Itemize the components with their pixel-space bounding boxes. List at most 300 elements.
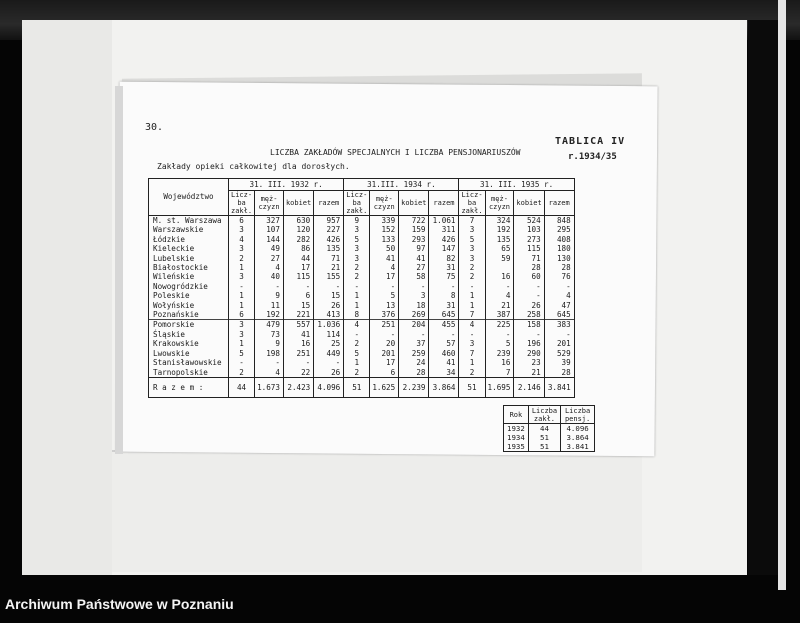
table-cell: -: [429, 282, 459, 291]
table-cell: 426: [429, 235, 459, 244]
row-wojewodztwo: Poznańskie: [149, 310, 229, 320]
table-cell: 3: [229, 244, 255, 253]
table-cell: 196: [514, 339, 544, 348]
header-period-1935: 31. III. 1935 r.: [459, 179, 574, 191]
table-cell: 26: [314, 368, 344, 378]
table-cell: 3: [344, 244, 370, 253]
table-cell: 645: [429, 310, 459, 320]
table-cell: 3: [459, 254, 485, 263]
table-cell: 3: [344, 225, 370, 234]
table-cell: 28: [544, 263, 574, 272]
table-cell: 180: [544, 244, 574, 253]
table-cell: -: [370, 282, 399, 291]
table-cell: 31: [429, 263, 459, 272]
table-cell: 49: [255, 244, 284, 253]
table-cell: 413: [314, 310, 344, 320]
table-cell: 34: [429, 368, 459, 378]
table-cell: 47: [544, 301, 574, 310]
table-cell: 1: [344, 358, 370, 367]
table-cell: 201: [544, 339, 574, 348]
row-wojewodztwo: Białostockie: [149, 263, 229, 272]
table-cell: 225: [485, 320, 514, 330]
total-cell: 2.423: [283, 377, 313, 397]
summary-row: [504, 433, 595, 442]
table-cell: 9: [255, 291, 284, 300]
table-cell: 529: [544, 349, 574, 358]
statistics-table: [148, 178, 575, 398]
table-row: [149, 235, 575, 244]
table-cell: 4: [370, 263, 399, 272]
table-cell: 1: [229, 301, 255, 310]
row-wojewodztwo: Lubelskie: [149, 254, 229, 263]
table-cell: 21: [314, 263, 344, 272]
table-cell: -: [255, 282, 284, 291]
table-cell: 408: [544, 235, 574, 244]
table-cell: 114: [314, 330, 344, 339]
table-cell: 848: [544, 216, 574, 226]
table-cell: 97: [399, 244, 429, 253]
table-cell: 479: [255, 320, 284, 330]
film-strip-right: [778, 0, 786, 590]
row-wojewodztwo: Poleskie: [149, 291, 229, 300]
table-cell: 5: [344, 235, 370, 244]
table-cell: 22: [283, 368, 313, 378]
table-cell: 130: [544, 254, 574, 263]
table-cell: -: [514, 282, 544, 291]
table-cell: 269: [399, 310, 429, 320]
summary-cell: 3.864: [561, 433, 595, 442]
table-row: [149, 339, 575, 348]
table-cell: 192: [485, 225, 514, 234]
table-cell: 58: [399, 272, 429, 281]
table-cell: 1: [229, 263, 255, 272]
table-cell: -: [485, 282, 514, 291]
table-cell: 5: [459, 235, 485, 244]
table-cell: 2: [344, 263, 370, 272]
table-cell: 41: [283, 330, 313, 339]
table-cell: 2: [229, 368, 255, 378]
table-cell: 16: [485, 272, 514, 281]
table-cell: 24: [399, 358, 429, 367]
table-cell: 17: [283, 263, 313, 272]
table-cell: -: [370, 330, 399, 339]
table-cell: 6: [229, 216, 255, 226]
table-cell: -: [283, 358, 313, 367]
film-edge-right: [748, 20, 778, 575]
subheader-mezczyzn-0: męż- czyzn: [255, 191, 284, 216]
table-cell: -: [485, 330, 514, 339]
table-cell: 221: [283, 310, 313, 320]
table-cell: 28: [514, 263, 544, 272]
table-row: [149, 301, 575, 310]
table-cell: 75: [429, 272, 459, 281]
total-cell: 4.096: [314, 377, 344, 397]
table-cell: -: [544, 330, 574, 339]
table-cell: 13: [370, 301, 399, 310]
subheader-liczba_zakl-2: Licz- ba zakł.: [459, 191, 485, 216]
table-cell: 9: [255, 339, 284, 348]
table-cell: -: [255, 358, 284, 367]
table-cell: 4: [255, 368, 284, 378]
table-cell: -: [544, 282, 574, 291]
summary-cell: 3.841: [561, 442, 595, 452]
table-row: [149, 349, 575, 358]
table-cell: -: [344, 282, 370, 291]
archive-caption: Archiwum Państwowe w Poznaniu: [5, 596, 234, 612]
row-wojewodztwo: Krakowskie: [149, 339, 229, 348]
table-row: [149, 291, 575, 300]
table-cell: 120: [283, 225, 313, 234]
table-cell: 3: [229, 330, 255, 339]
table-cell: 23: [514, 358, 544, 367]
summary-row: [504, 424, 595, 434]
table-cell: 159: [399, 225, 429, 234]
table-cell: 15: [283, 301, 313, 310]
table-cell: 27: [399, 263, 429, 272]
table-cell: 39: [544, 358, 574, 367]
summary-header-zakl: Liczba zakł.: [528, 406, 560, 424]
table-cell: 5: [485, 339, 514, 348]
table-cell: 3: [229, 272, 255, 281]
table-cell: 133: [370, 235, 399, 244]
table-cell: 722: [399, 216, 429, 226]
year-label: r.1934/35: [568, 152, 617, 162]
summary-cell: 51: [528, 433, 560, 442]
table-cell: 71: [314, 254, 344, 263]
table-row: [149, 310, 575, 320]
summary-header-row: [504, 406, 595, 424]
subheader-liczba_zakl-0: Licz- ba zakł.: [229, 191, 255, 216]
table-cell: -: [514, 330, 544, 339]
table-cell: 192: [255, 310, 284, 320]
table-cell: 251: [283, 349, 313, 358]
table-cell: 155: [314, 272, 344, 281]
row-wojewodztwo: Tarnopolskie: [149, 368, 229, 378]
table-row: [149, 225, 575, 234]
table-cell: -: [514, 291, 544, 300]
table-cell: 17: [370, 272, 399, 281]
table-cell: 6: [370, 368, 399, 378]
table-row: [149, 272, 575, 281]
row-wojewodztwo: Stanisławowskie: [149, 358, 229, 367]
paper-left-edge: [115, 86, 123, 454]
table-cell: 1.061: [429, 216, 459, 226]
summary-row: [504, 442, 595, 452]
total-cell: 44: [229, 377, 255, 397]
table-cell: 1: [459, 301, 485, 310]
table-cell: 144: [255, 235, 284, 244]
table-cell: 158: [514, 320, 544, 330]
row-wojewodztwo: Śląskie: [149, 330, 229, 339]
table-cell: 37: [399, 339, 429, 348]
subheader-kobiet-0: kobiet: [283, 191, 313, 216]
table-cell: 1: [459, 291, 485, 300]
table-cell: -: [429, 330, 459, 339]
row-wojewodztwo: M. st. Warszawa: [149, 216, 229, 226]
total-cell: 2.239: [399, 377, 429, 397]
total-row: [149, 377, 575, 397]
subheader-kobiet-2: kobiet: [514, 191, 544, 216]
table-cell: 295: [544, 225, 574, 234]
table-cell: 1.036: [314, 320, 344, 330]
table-cell: 383: [544, 320, 574, 330]
table-cell: 60: [514, 272, 544, 281]
header-period-1934: 31.III. 1934 r.: [344, 179, 459, 191]
table-row: [149, 368, 575, 378]
table-cell: -: [399, 330, 429, 339]
table-cell: 5: [229, 349, 255, 358]
table-cell: -: [459, 330, 485, 339]
table-header-row: [149, 179, 575, 191]
table-cell: 339: [370, 216, 399, 226]
table-cell: 20: [370, 339, 399, 348]
table-row: [149, 254, 575, 263]
table-cell: 3: [229, 225, 255, 234]
table-cell: 327: [255, 216, 284, 226]
table-cell: 8: [429, 291, 459, 300]
table-cell: 1: [229, 339, 255, 348]
table-cell: 3: [229, 320, 255, 330]
table-cell: 7: [459, 216, 485, 226]
table-cell: 426: [314, 235, 344, 244]
summary-table: [503, 405, 595, 452]
subheader-razem-1: razem: [429, 191, 459, 216]
table-cell: 7: [459, 310, 485, 320]
table-cell: -: [459, 282, 485, 291]
table-cell: 25: [314, 339, 344, 348]
table-cell: 28: [544, 368, 574, 378]
table-cell: 2: [344, 272, 370, 281]
table-cell: 251: [370, 320, 399, 330]
table-cell: 115: [283, 272, 313, 281]
mounting-board-left: [22, 20, 112, 575]
table-cell: 82: [429, 254, 459, 263]
table-cell: 17: [370, 358, 399, 367]
table-cell: -: [229, 358, 255, 367]
subheader-mezczyzn-2: męż- czyzn: [485, 191, 514, 216]
table-cell: 198: [255, 349, 284, 358]
table-row: [149, 320, 575, 330]
subheader-liczba_zakl-1: Licz- ba zakł.: [344, 191, 370, 216]
table-cell: 290: [514, 349, 544, 358]
total-cell: 51: [459, 377, 485, 397]
table-cell: 21: [485, 301, 514, 310]
total-cell: 1.695: [485, 377, 514, 397]
table-cell: 324: [485, 216, 514, 226]
summary-header-pensj: Liczba pensj.: [561, 406, 595, 424]
table-cell: 40: [255, 272, 284, 281]
table-cell: 21: [514, 368, 544, 378]
table-cell: 26: [314, 301, 344, 310]
table-cell: 16: [283, 339, 313, 348]
table-cell: 57: [429, 339, 459, 348]
table-cell: 16: [485, 358, 514, 367]
table-cell: 152: [370, 225, 399, 234]
total-cell: 2.146: [514, 377, 544, 397]
table-cell: 259: [399, 349, 429, 358]
subheader-razem-2: razem: [544, 191, 574, 216]
table-cell: 3: [459, 225, 485, 234]
table-cell: 4: [255, 263, 284, 272]
table-cell: 227: [314, 225, 344, 234]
table-cell: 4: [485, 291, 514, 300]
table-cell: 41: [370, 254, 399, 263]
table-cell: 6: [229, 310, 255, 320]
table-cell: 4: [229, 235, 255, 244]
table-cell: 41: [399, 254, 429, 263]
header-wojewodztwo: Województwo: [149, 179, 229, 216]
table-cell: -: [314, 282, 344, 291]
table-cell: 557: [283, 320, 313, 330]
table-cell: -: [399, 282, 429, 291]
summary-cell: 4.096: [561, 424, 595, 434]
table-cell: 76: [544, 272, 574, 281]
table-cell: 26: [514, 301, 544, 310]
table-cell: 5: [370, 291, 399, 300]
table-cell: 7: [485, 368, 514, 378]
table-cell: 31: [429, 301, 459, 310]
table-cell: 273: [514, 235, 544, 244]
table-cell: 50: [370, 244, 399, 253]
table-cell: 1: [229, 291, 255, 300]
summary-body: [504, 424, 595, 452]
total-label: R a z e m :: [149, 377, 229, 397]
table-cell: 71: [514, 254, 544, 263]
table-cell: 376: [370, 310, 399, 320]
table-cell: 258: [514, 310, 544, 320]
table-cell: 645: [544, 310, 574, 320]
page-number: 30.: [145, 122, 164, 133]
table-cell: [485, 263, 514, 272]
table-cell: 2: [459, 272, 485, 281]
table-cell: 4: [544, 291, 574, 300]
table-row: [149, 282, 575, 291]
table-row: [149, 330, 575, 339]
table-row: [149, 216, 575, 226]
table-cell: 2: [344, 339, 370, 348]
table-cell: 28: [399, 368, 429, 378]
table-cell: 18: [399, 301, 429, 310]
table-cell: 115: [514, 244, 544, 253]
row-wojewodztwo: Pomorskie: [149, 320, 229, 330]
table-cell: 9: [344, 216, 370, 226]
table-cell: 73: [255, 330, 284, 339]
summary-cell: 1935: [504, 442, 529, 452]
mounting-board-bottom: [112, 450, 642, 572]
row-wojewodztwo: Warszawskie: [149, 225, 229, 234]
table-cell: 107: [255, 225, 284, 234]
table-cell: -: [344, 330, 370, 339]
table-cell: 1: [344, 301, 370, 310]
table-cell: -: [229, 282, 255, 291]
table-cell: 201: [370, 349, 399, 358]
table-cell: 2: [344, 368, 370, 378]
table-cell: -: [314, 358, 344, 367]
summary-cell: 51: [528, 442, 560, 452]
row-wojewodztwo: Kieleckie: [149, 244, 229, 253]
summary-cell: 44: [528, 424, 560, 434]
table-cell: 311: [429, 225, 459, 234]
table-row: [149, 244, 575, 253]
table-cell: 460: [429, 349, 459, 358]
summary-cell: 1934: [504, 433, 529, 442]
total-cell: 1.673: [255, 377, 284, 397]
table-cell: 1: [459, 358, 485, 367]
summary-header-rok: Rok: [504, 406, 529, 424]
table-cell: 7: [459, 349, 485, 358]
row-wojewodztwo: Łódzkie: [149, 235, 229, 244]
table-label: TABLICA IV: [555, 136, 626, 147]
table-cell: 44: [283, 254, 313, 263]
table-body: [149, 216, 575, 398]
table-cell: 135: [485, 235, 514, 244]
total-cell: 51: [344, 377, 370, 397]
table-cell: 15: [314, 291, 344, 300]
document-title: LICZBA ZAKŁADÓW SPECJALNYCH I LICZBA PENSJONARIUSZÓW: [270, 148, 521, 157]
total-cell: 3.864: [429, 377, 459, 397]
table-cell: 630: [283, 216, 313, 226]
table-cell: 3: [459, 339, 485, 348]
table-cell: 41: [429, 358, 459, 367]
summary-cell: 1932: [504, 424, 529, 434]
subheader-razem-0: razem: [314, 191, 344, 216]
table-cell: 387: [485, 310, 514, 320]
table-cell: 27: [255, 254, 284, 263]
table-cell: 449: [314, 349, 344, 358]
subheader-kobiet-1: kobiet: [399, 191, 429, 216]
table-cell: 1: [344, 291, 370, 300]
table-cell: 4: [459, 320, 485, 330]
table-cell: 86: [283, 244, 313, 253]
table-cell: 2: [459, 368, 485, 378]
subheader-mezczyzn-1: męż- czyzn: [370, 191, 399, 216]
table-cell: 293: [399, 235, 429, 244]
table-row: [149, 263, 575, 272]
table-cell: 239: [485, 349, 514, 358]
row-wojewodztwo: Wileńskie: [149, 272, 229, 281]
table-cell: 65: [485, 244, 514, 253]
row-wojewodztwo: Lwowskie: [149, 349, 229, 358]
table-cell: 2: [459, 263, 485, 272]
table-cell: 8: [344, 310, 370, 320]
table-cell: 4: [344, 320, 370, 330]
document-subtitle: Zakłady opieki całkowitej dla dorosłych.: [157, 162, 350, 171]
table-cell: 103: [514, 225, 544, 234]
table-cell: 3: [344, 254, 370, 263]
table-cell: 455: [429, 320, 459, 330]
table-cell: 282: [283, 235, 313, 244]
table-cell: 59: [485, 254, 514, 263]
table-cell: 147: [429, 244, 459, 253]
row-wojewodztwo: Wołyńskie: [149, 301, 229, 310]
table-cell: 957: [314, 216, 344, 226]
table-cell: 2: [229, 254, 255, 263]
table-cell: -: [283, 282, 313, 291]
header-period-1932: 31. III. 1932 r.: [229, 179, 344, 191]
table-cell: 3: [399, 291, 429, 300]
table-cell: 5: [344, 349, 370, 358]
table-cell: 6: [283, 291, 313, 300]
table-cell: 11: [255, 301, 284, 310]
table-cell: 3: [459, 244, 485, 253]
table-row: [149, 358, 575, 367]
table-cell: 135: [314, 244, 344, 253]
total-cell: 1.625: [370, 377, 399, 397]
table-cell: 204: [399, 320, 429, 330]
table-cell: 524: [514, 216, 544, 226]
total-cell: 3.841: [544, 377, 574, 397]
row-wojewodztwo: Nowogródzkie: [149, 282, 229, 291]
